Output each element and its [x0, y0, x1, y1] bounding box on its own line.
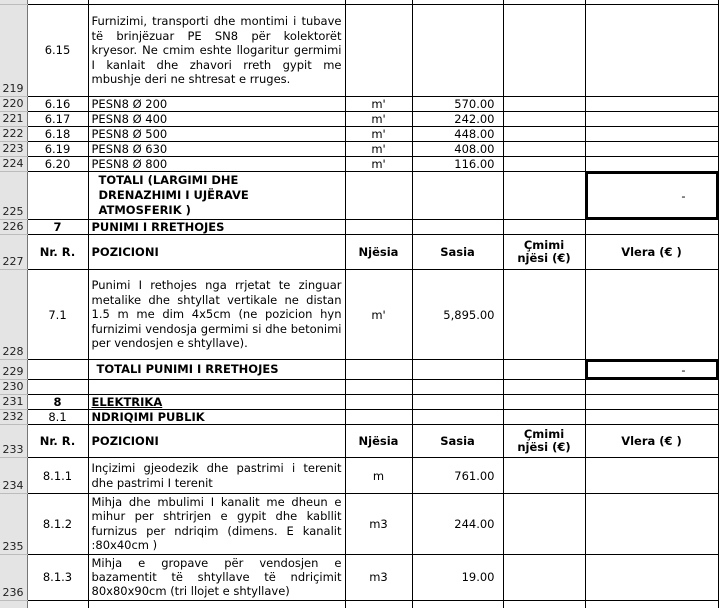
pozicioni-cell[interactable]: PESN8 Ø 400: [88, 112, 345, 127]
unit-cell[interactable]: m': [345, 157, 412, 172]
pozicioni-cell[interactable]: Mihja dhe mbulimi I kanalit me dheun e mihur per shtrirjen e gypit dhe kabllit furnizus per ndriqim (dimens. E kanalit :80x40cm ): [88, 494, 345, 555]
pozicioni-cell[interactable]: PESN8 Ø 200: [88, 97, 345, 112]
price-cell[interactable]: [503, 410, 585, 425]
nr-cell[interactable]: [27, 172, 88, 220]
row-222: [0, 127, 718, 142]
price-cell[interactable]: [503, 220, 585, 235]
value-cell[interactable]: [585, 5, 718, 97]
header-pozicioni[interactable]: POZICIONI: [88, 235, 345, 270]
row-231-section: [0, 395, 718, 410]
row-number[interactable]: 220: [0, 97, 27, 112]
nr-cell[interactable]: 8.1: [27, 410, 88, 425]
nr-cell[interactable]: [27, 600, 88, 608]
row-number[interactable]: 224: [0, 157, 27, 172]
row-number[interactable]: [0, 600, 27, 608]
row-229-total: [0, 360, 718, 380]
value-cell[interactable]: [585, 395, 718, 410]
header-nr[interactable]: Nr. R.: [27, 425, 88, 458]
row-number[interactable]: 223: [0, 142, 27, 157]
pozicioni-cell[interactable]: Punimi I rethojes nga rrjetat te zinguar metalike dhe shtyllat vertikale ne distan 1.5 m me dim 4x5cm (ne pozicion hyn furnizimi vendosja germimi si dhe betonimi per vendosjen e shtyllave).: [88, 270, 345, 360]
pozicioni-cell[interactable]: Mihja e gropave për vendosjen e bazamentit të shtyllave të ndriçimit 80x80x90cm (tri llojet e shtyllave): [88, 554, 345, 600]
row-228: [0, 270, 718, 360]
row-219: [0, 5, 718, 97]
pozicioni-cell[interactable]: [88, 600, 345, 608]
pozicioni-cell[interactable]: PESN8 Ø 630: [88, 142, 345, 157]
row-number[interactable]: 222: [0, 127, 27, 142]
price-cell[interactable]: [503, 600, 585, 608]
nr-cell[interactable]: [27, 360, 88, 380]
header-njesia[interactable]: Njësia: [345, 425, 412, 458]
row-number[interactable]: 227: [0, 235, 27, 270]
qty-cell[interactable]: 116.00: [412, 157, 503, 172]
unit-cell[interactable]: [345, 410, 412, 425]
total-label: TOTALI (LARGIMI DHE DRENAZHIMI I UJËRAVE ATMOSFERIK ): [98, 173, 249, 217]
value-cell[interactable]: [585, 554, 718, 600]
row-232-section: [0, 410, 718, 425]
nr-cell[interactable]: 8.1.3: [27, 554, 88, 600]
unit-cell[interactable]: [345, 600, 412, 608]
pozicioni-cell[interactable]: TOTALI PUNIMI I RRETHOJES: [88, 360, 345, 380]
row-226-section: [0, 220, 718, 235]
value-cell[interactable]: [585, 97, 718, 112]
row-number[interactable]: 231: [0, 395, 27, 410]
header-vlera[interactable]: Vlera (€ ): [585, 235, 718, 270]
row-partial-bottom: [0, 600, 718, 608]
price-cell[interactable]: [503, 380, 585, 395]
unit-cell[interactable]: [345, 172, 412, 220]
header-njesia[interactable]: Njësia: [345, 235, 412, 270]
price-cell[interactable]: [503, 494, 585, 555]
qty-cell[interactable]: 242.00: [412, 112, 503, 127]
row-number[interactable]: 225: [0, 172, 27, 220]
header-sasia[interactable]: Sasia: [412, 235, 503, 270]
qty-cell[interactable]: [412, 600, 503, 608]
unit-cell[interactable]: [345, 395, 412, 410]
header-nr[interactable]: Nr. R.: [27, 235, 88, 270]
row-220: [0, 97, 718, 112]
value-cell[interactable]: [585, 494, 718, 555]
unit-cell[interactable]: [345, 360, 412, 380]
value-cell[interactable]: [585, 112, 718, 127]
header-cmimi[interactable]: [503, 425, 585, 458]
nr-cell[interactable]: 8.1.2: [27, 494, 88, 555]
header-sasia[interactable]: Sasia: [412, 425, 503, 458]
qty-cell[interactable]: [412, 360, 503, 380]
qty-cell[interactable]: [412, 410, 503, 425]
pozicioni-cell[interactable]: NDRIQIMI PUBLIK: [88, 410, 345, 425]
qty-cell[interactable]: 19.00: [412, 554, 503, 600]
row-225-total: [0, 172, 718, 220]
nr-cell[interactable]: 7.1: [27, 270, 88, 360]
price-cell[interactable]: [503, 395, 585, 410]
unit-cell[interactable]: m': [345, 112, 412, 127]
price-cell[interactable]: [503, 360, 585, 380]
row-number[interactable]: 233: [0, 425, 27, 458]
price-cell[interactable]: [503, 142, 585, 157]
header-cmimi[interactable]: [503, 235, 585, 270]
qty-cell[interactable]: [412, 220, 503, 235]
unit-cell[interactable]: [345, 380, 412, 395]
row-230: [0, 380, 718, 395]
value-cell[interactable]: [585, 142, 718, 157]
nr-cell[interactable]: 7: [27, 220, 88, 235]
qty-cell[interactable]: [412, 395, 503, 410]
row-223: [0, 142, 718, 157]
row-number[interactable]: 230: [0, 380, 27, 395]
value-cell[interactable]: [585, 600, 718, 608]
unit-cell[interactable]: m: [345, 458, 412, 494]
unit-cell[interactable]: m3: [345, 494, 412, 555]
header-vlera[interactable]: Vlera (€ ): [585, 425, 718, 458]
value-cell[interactable]: -: [585, 172, 718, 220]
row-236: [0, 554, 718, 600]
value-cell[interactable]: [585, 127, 718, 142]
qty-cell[interactable]: 761.00: [412, 458, 503, 494]
qty-cell[interactable]: 5,895.00: [412, 270, 503, 360]
value-cell[interactable]: [585, 458, 718, 494]
price-cell[interactable]: [503, 270, 585, 360]
unit-cell[interactable]: [345, 5, 412, 97]
header-cmimi-label: Çmimi njësi (€): [517, 427, 571, 454]
row-233-header: [0, 425, 718, 458]
pozicioni-cell[interactable]: [88, 380, 345, 395]
value-cell[interactable]: -: [585, 360, 718, 380]
row-number[interactable]: 219: [0, 5, 27, 97]
price-cell[interactable]: [503, 5, 585, 97]
qty-cell[interactable]: 244.00: [412, 494, 503, 555]
row-number[interactable]: 235: [0, 494, 27, 555]
price-cell[interactable]: [503, 112, 585, 127]
pozicioni-cell[interactable]: PESN8 Ø 800: [88, 157, 345, 172]
row-235: [0, 494, 718, 555]
unit-cell[interactable]: m': [345, 127, 412, 142]
row-number[interactable]: 226: [0, 220, 27, 235]
value-cell[interactable]: [585, 380, 718, 395]
nr-cell[interactable]: 6.20: [27, 157, 88, 172]
value-cell[interactable]: [585, 157, 718, 172]
pozicioni-cell[interactable]: Inçizimi gjeodezik dhe pastrimi i terenit dhe pastrimi I terenit: [88, 458, 345, 494]
header-cmimi-label: Çmimi njësi (€): [517, 238, 571, 265]
pozicioni-cell[interactable]: PESN8 Ø 500: [88, 127, 345, 142]
qty-cell[interactable]: 570.00: [412, 97, 503, 112]
nr-cell[interactable]: [27, 380, 88, 395]
unit-cell[interactable]: m': [345, 97, 412, 112]
unit-cell[interactable]: m': [345, 270, 412, 360]
row-224: [0, 157, 718, 172]
pozicioni-cell[interactable]: [88, 172, 345, 220]
row-number[interactable]: 234: [0, 458, 27, 494]
row-number[interactable]: 232: [0, 410, 27, 425]
nr-cell[interactable]: 6.18: [27, 127, 88, 142]
price-cell[interactable]: [503, 97, 585, 112]
nr-cell[interactable]: 8: [27, 395, 88, 410]
unit-cell[interactable]: m3: [345, 554, 412, 600]
qty-cell[interactable]: 448.00: [412, 127, 503, 142]
row-221: [0, 112, 718, 127]
qty-cell[interactable]: [412, 5, 503, 97]
header-pozicioni[interactable]: POZICIONI: [88, 425, 345, 458]
row-number[interactable]: 228: [0, 270, 27, 360]
qty-cell[interactable]: [412, 380, 503, 395]
price-cell[interactable]: [503, 554, 585, 600]
row-227-header: [0, 235, 718, 270]
nr-cell[interactable]: 6.17: [27, 112, 88, 127]
nr-cell[interactable]: 6.16: [27, 97, 88, 112]
pozicioni-cell[interactable]: ELEKTRIKA: [88, 395, 345, 410]
price-cell[interactable]: [503, 458, 585, 494]
pozicioni-cell[interactable]: PUNIMI I RRETHOJES: [88, 220, 345, 235]
row-number[interactable]: 236: [0, 554, 27, 600]
price-cell[interactable]: [503, 172, 585, 220]
nr-cell[interactable]: 6.19: [27, 142, 88, 157]
nr-cell[interactable]: 6.15: [27, 5, 88, 97]
value-cell[interactable]: [585, 220, 718, 235]
qty-cell[interactable]: 408.00: [412, 142, 503, 157]
nr-cell[interactable]: 8.1.1: [27, 458, 88, 494]
row-234: [0, 458, 718, 494]
unit-cell[interactable]: m': [345, 142, 412, 157]
pozicioni-cell[interactable]: Furnizimi, transporti dhe montimi i tubave të brinjëzuar PE SN8 për kolektorët kryesor. Ne cmim eshte llogaritur germimi I kanlait dhe zhavori rreth gypit me mbushje deri ne shtresat e rruges.: [88, 5, 345, 97]
value-cell[interactable]: [585, 410, 718, 425]
unit-cell[interactable]: [345, 220, 412, 235]
row-number[interactable]: 221: [0, 112, 27, 127]
qty-cell[interactable]: [412, 172, 503, 220]
price-cell[interactable]: [503, 157, 585, 172]
value-cell[interactable]: [585, 270, 718, 360]
price-cell[interactable]: [503, 127, 585, 142]
row-number[interactable]: 229: [0, 360, 27, 380]
